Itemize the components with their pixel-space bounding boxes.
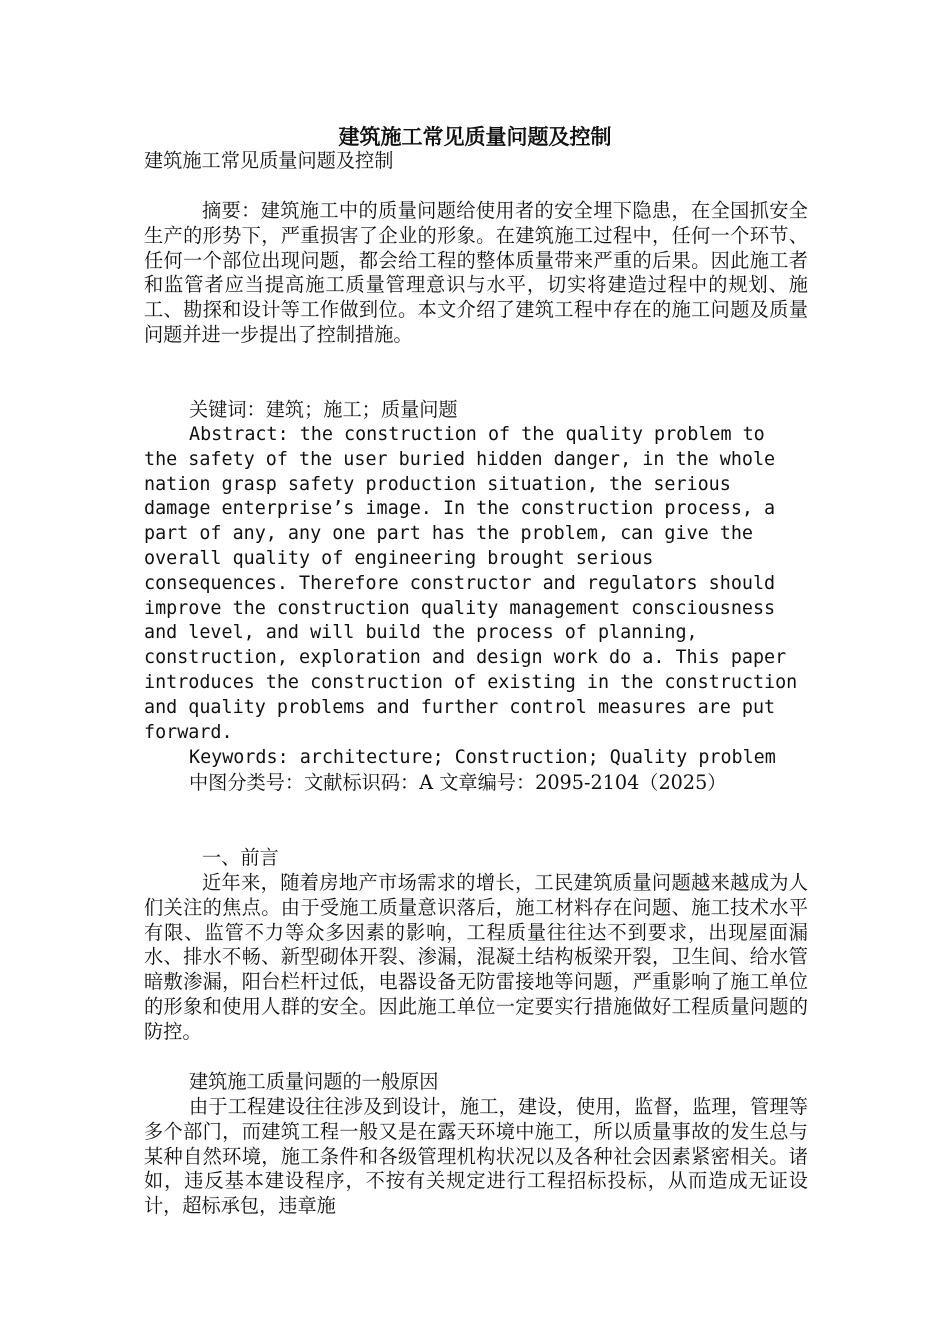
classification-line: 中图分类号：文献标识码：A 文章编号：2095-2104（2025） xyxy=(189,771,727,794)
abstract-en-line: construction, exploration and design work do a. This paper xyxy=(144,647,787,669)
keywords-en: Keywords: architecture; Construction; Quality problem xyxy=(189,747,776,768)
abstract-en-line: damage enterprise’s image. In the construction process, a xyxy=(144,498,776,520)
abstract-en-line: overall quality of engineering brought serious xyxy=(144,547,654,569)
abstract-cn: 摘要：建筑施工中的质量问题给使用者的安全埋下隐患，在全国抓安全生产的形势下，严重损害了企业的形象。在建筑施工过程中，任何一个环节、任何一个部位出现问题，都会给工程的整体质量带来严重的后果。因此施工者和监管者应当提高施工质量管理意识与水平，切实将建造过程中的规划、施工、勘探和设计等工作做到位。本文介绍了建筑工程中存在的施工问题及质量问题并进一步提出了控制措施。 xyxy=(144,199,808,346)
abstract-en-line: and quality problems and further control measures are put xyxy=(144,696,776,718)
section-heading: 一、前言 xyxy=(202,846,279,869)
abstract-en-line: improve the construction quality management consciousness xyxy=(144,597,776,619)
abstract-en xyxy=(144,423,808,745)
section-paragraph: 由于工程建设往往涉及到设计，施工，建设，使用，监督，监理，管理等多个部门，而建筑工程一般又是在露天环境中施工，所以质量事故的发生总与某种自然环境，施工条件和各级管理机构状况以及各种社会因素紧密相关。诸如，违反基本建设程序，不按有关规定进行工程招标投标，从而造成无证设计，超标承包，违章施 xyxy=(144,1095,808,1218)
abstract-en-line: part of any, any one part has the problem, can give the xyxy=(144,523,753,545)
document-subtitle: 建筑施工常见质量问题及控制 xyxy=(144,149,394,172)
abstract-en-line: introduces the construction of existing in the construction xyxy=(144,671,798,693)
abstract-en-line: the safety of the user buried hidden danger, in the whole xyxy=(144,448,776,470)
document-title: 建筑施工常见质量问题及控制 xyxy=(338,124,612,149)
abstract-en-line: forward. xyxy=(144,721,233,743)
abstract-en-line: and level, and will build the process of planning, xyxy=(144,622,698,644)
abstract-en-line: Abstract: the construction of the quality problem to xyxy=(189,424,765,445)
keywords-cn: 关键词：建筑；施工；质量问题 xyxy=(189,398,458,421)
section-paragraph: 近年来，随着房地产市场需求的增长，工民建筑质量问题越来越成为人们关注的焦点。由于受施工质量意识落后，施工材料存在问题、施工技术水平有限、监管不力等众多因素的影响，工程质量往往达不到要求，出现屋面漏水、排水不畅、新型砌体开裂、渗漏，混凝土结构板梁开裂，卫生间、给水管暗敷渗漏，阳台栏杆过低，电器设备无防雷接地等问题，严重影响了施工单位的形象和使用人群的安全。因此施工单位一定要实行措施做好工程质量问题的防控。 xyxy=(144,871,808,1043)
abstract-en-line: nation grasp safety production situation, the serious xyxy=(144,473,731,495)
section-heading: 建筑施工质量问题的一般原因 xyxy=(189,1070,439,1093)
abstract-en-line: consequences. Therefore constructor and regulators should xyxy=(144,572,776,594)
